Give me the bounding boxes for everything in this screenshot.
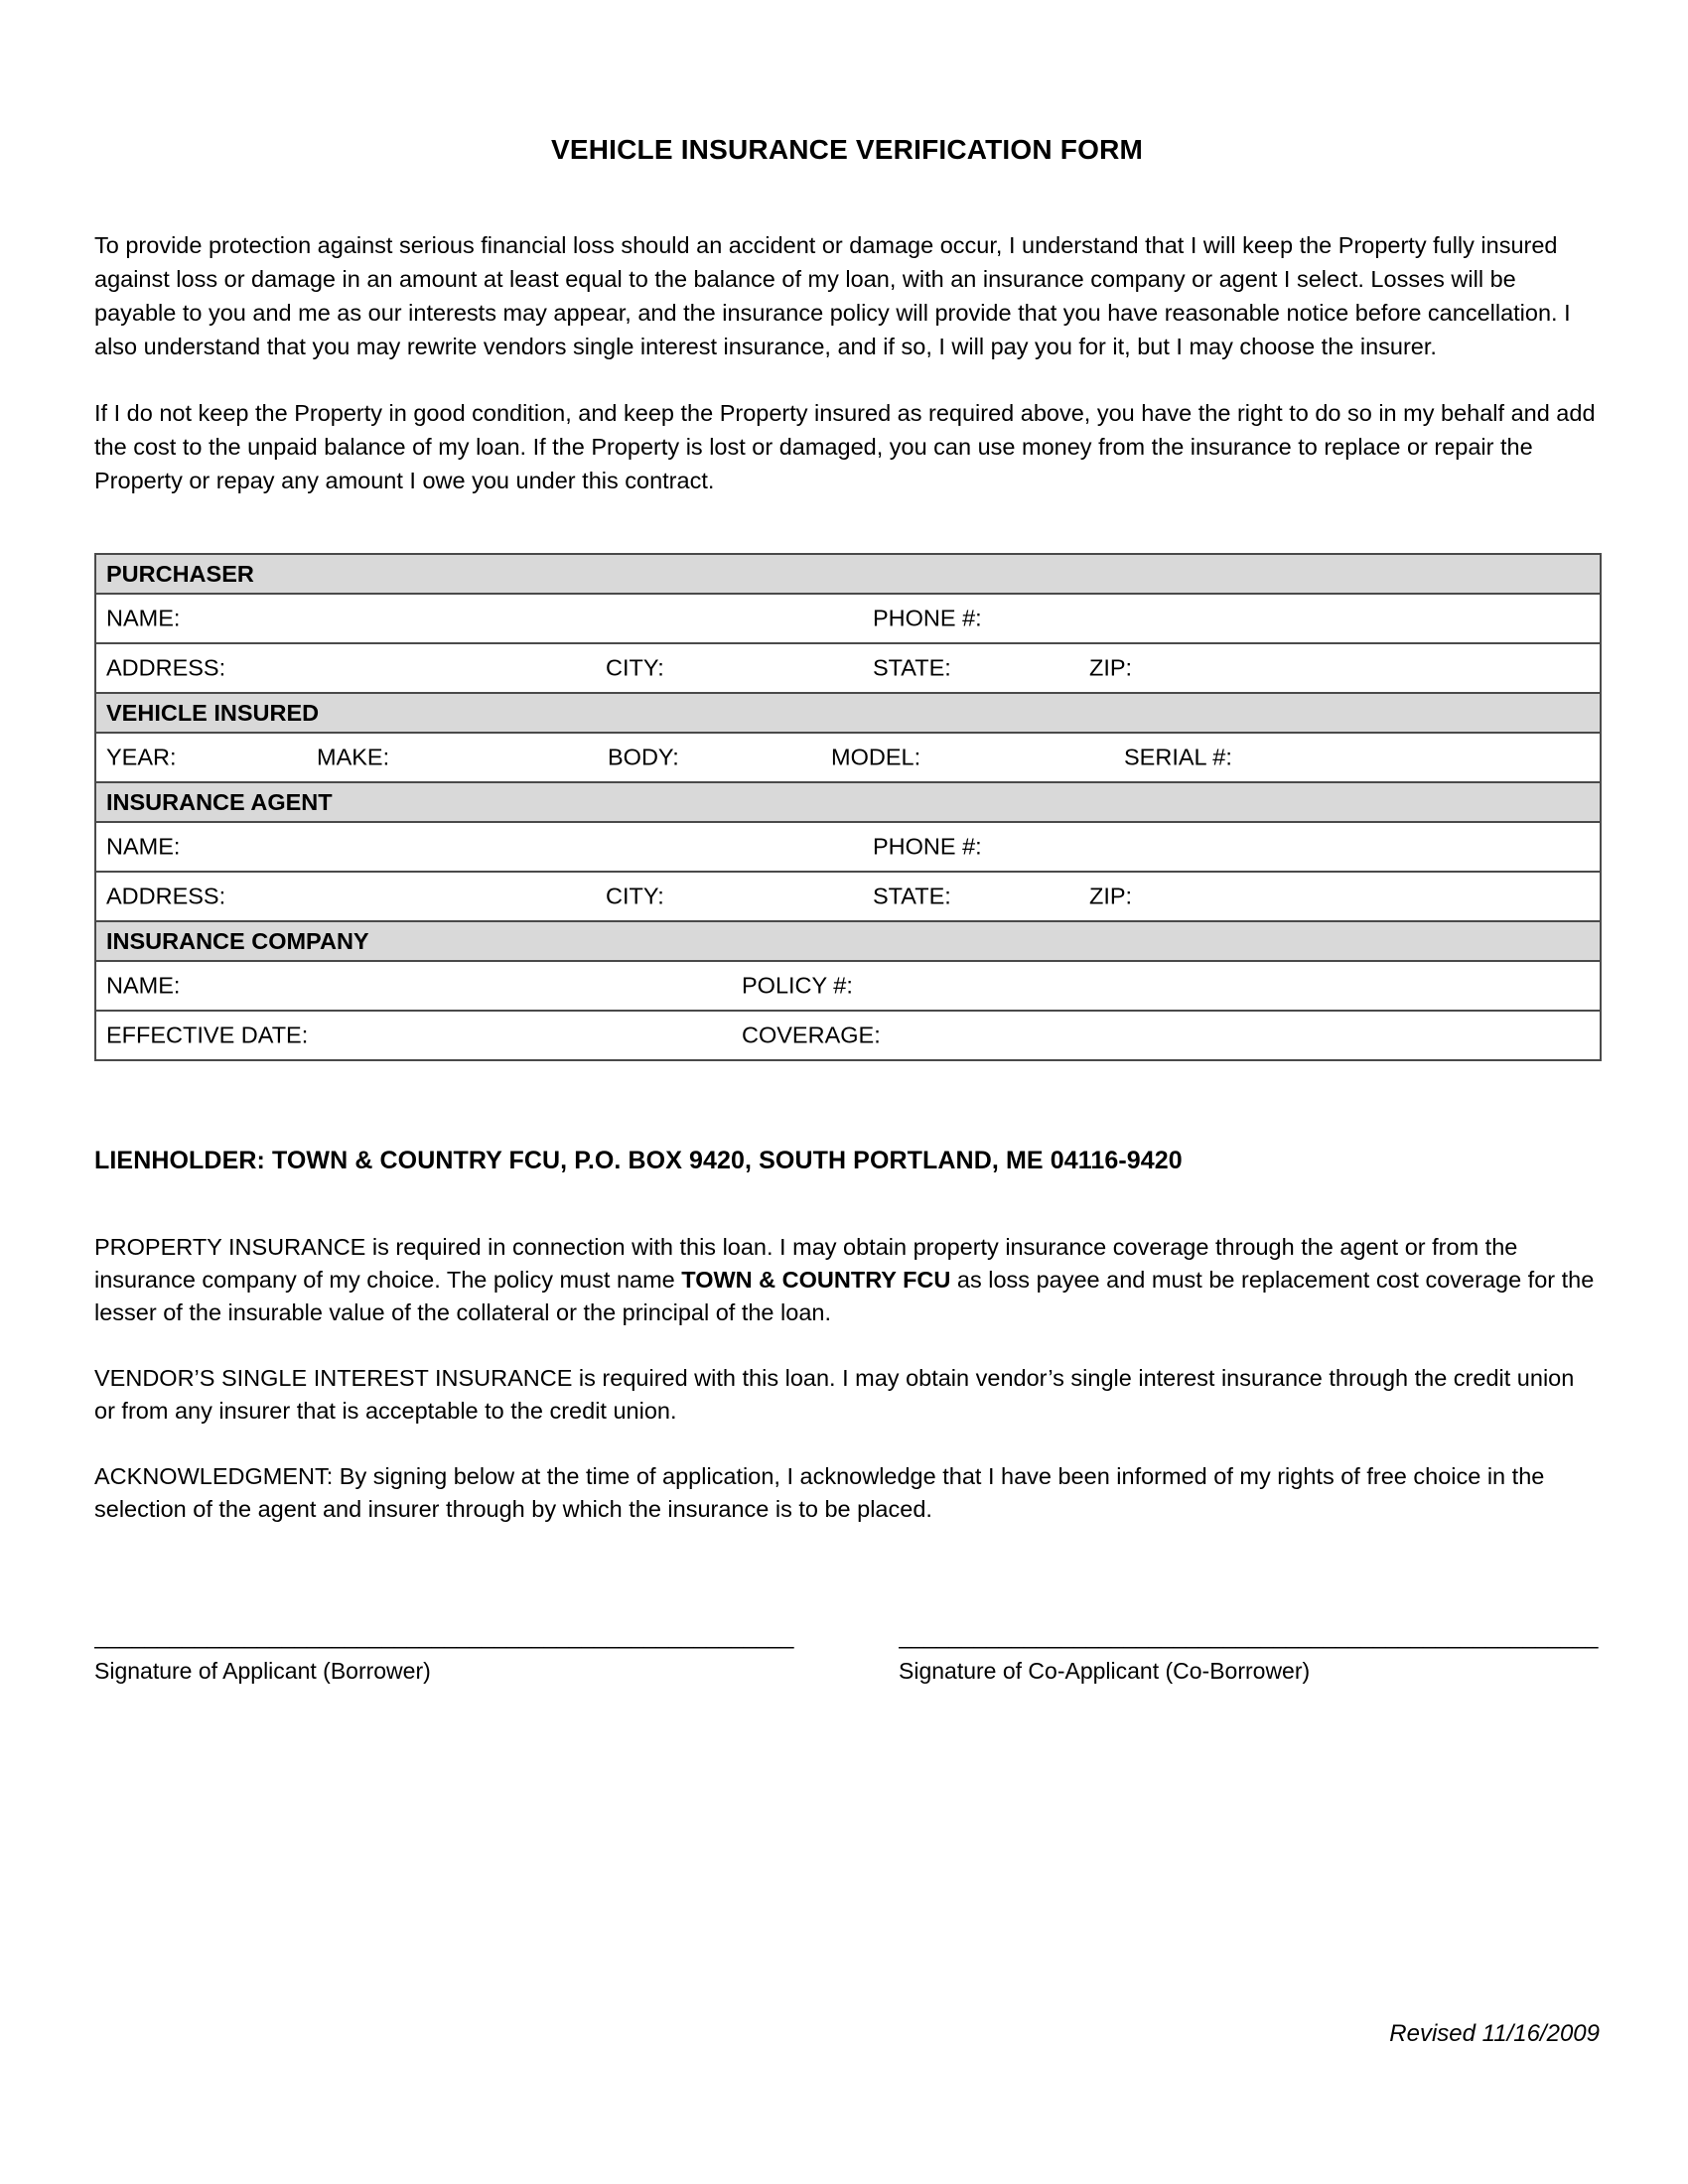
- label-purchaser-name: NAME:: [106, 605, 181, 631]
- label-agent-name: NAME:: [106, 833, 181, 860]
- field-cell-agent-address[interactable]: [95, 872, 1601, 921]
- section-row-purchaser: [95, 554, 1601, 594]
- section-cell-insurance-company: [95, 921, 1601, 961]
- table-row-vehicle-details: [95, 733, 1601, 782]
- section-label-purchaser: PURCHASER: [106, 561, 254, 587]
- label-vehicle-serial: SERIAL #:: [1124, 744, 1232, 770]
- label-purchaser-phone: PHONE #:: [873, 605, 982, 631]
- signature-block: [94, 1625, 1600, 1710]
- table-row-purchaser-name: [95, 594, 1601, 643]
- label-agent-phone: PHONE #:: [873, 833, 982, 860]
- coapplicant-signature-caption: Signature of Co-Applicant (Co-Borrower): [899, 1658, 1311, 1684]
- section-cell-purchaser: [95, 554, 1601, 594]
- table-row-agent-address: [95, 872, 1601, 921]
- intro-paragraph-2: If I do not keep the Property in good condition, and keep the Property insured as required above, you have the right to do so in my behalf and add the cost to the unpaid balance of my loan. If the Property is lost or damaged, you can use money from the insurance to replace or repair the Property or repay any amount I owe you under this contract.: [94, 400, 1596, 493]
- coapplicant-signature-rule[interactable]: ________________________________________________________: [899, 1625, 1598, 1649]
- section-row-insurance-agent: [95, 782, 1601, 822]
- field-cell-agent-name[interactable]: [95, 822, 1601, 872]
- label-agent-zip: ZIP:: [1089, 883, 1133, 909]
- field-cell-purchaser-name[interactable]: [95, 594, 1601, 643]
- table-row-agent-name: [95, 822, 1601, 872]
- field-cell-company-effective-date[interactable]: [95, 1011, 1601, 1060]
- label-company-effective-date: EFFECTIVE DATE:: [106, 1022, 309, 1048]
- coapplicant-signature-group: [899, 1625, 1645, 1685]
- label-purchaser-state: STATE:: [873, 654, 951, 681]
- property-insurance-paragraph: [94, 1231, 1600, 1329]
- applicant-signature-group: [94, 1625, 841, 1685]
- label-vehicle-make: MAKE:: [317, 744, 390, 770]
- field-cell-company-name[interactable]: [95, 961, 1601, 1011]
- label-vehicle-model: MODEL:: [831, 744, 921, 770]
- field-cell-purchaser-address[interactable]: [95, 643, 1601, 693]
- section-cell-vehicle-insured: [95, 693, 1601, 733]
- label-agent-city: CITY:: [606, 883, 664, 909]
- intro-paragraph-1: To provide protection against serious financial loss should an accident or damage occur, I understand that I will keep the Property fully insured against loss or damage in an amount at least equal to the balance of my loan, with an insurance company or agent I select. Losses will be payable to you and me as our interests may appear, and the insurance policy will provide that you have reasonable notice before cancellation. I also understand that you may rewrite vendors single interest insurance, and if so, I will pay you for it, but I may choose the insurer.: [94, 232, 1571, 359]
- label-agent-state: STATE:: [873, 883, 951, 909]
- label-company-coverage: COVERAGE:: [742, 1022, 881, 1048]
- applicant-signature-caption: Signature of Applicant (Borrower): [94, 1658, 431, 1684]
- property-insurance-text-post: as loss payee and must be replacement cost coverage for the lesser of the insurable value of the collateral or the principal of the loan.: [94, 1267, 1595, 1325]
- label-company-name: NAME:: [106, 972, 181, 999]
- revision-date: Revised 11/16/2009: [1389, 2020, 1600, 2047]
- property-insurance-text-pre: PROPERTY INSURANCE is required in connection with this loan. I may obtain property insurance coverage through the agent or from the insurance company of my choice. The policy must name: [94, 1234, 1518, 1293]
- section-label-insurance-agent: INSURANCE AGENT: [106, 789, 333, 815]
- document-content: [94, 0, 1600, 1710]
- vendors-single-interest-paragraph: VENDOR’S SINGLE INTEREST INSURANCE is required with this loan. I may obtain vendor’s single interest insurance through the credit union or from any insurer that is acceptable to the credit union.: [94, 1365, 1575, 1424]
- section-label-vehicle-insured: VEHICLE INSURED: [106, 700, 320, 726]
- label-vehicle-year: YEAR:: [106, 744, 177, 770]
- section-row-vehicle-insured: [95, 693, 1601, 733]
- page-title: VEHICLE INSURANCE VERIFICATION FORM: [550, 134, 1144, 165]
- insurance-verification-table: [94, 553, 1602, 1061]
- label-purchaser-address: ADDRESS:: [106, 654, 226, 681]
- field-cell-vehicle-details[interactable]: [95, 733, 1601, 782]
- section-row-insurance-company: [95, 921, 1601, 961]
- label-company-policy: POLICY #:: [742, 972, 853, 999]
- label-purchaser-city: CITY:: [606, 654, 664, 681]
- acknowledgment-paragraph: ACKNOWLEDGMENT: By signing below at the time of application, I acknowledge that I have been informed of my rights of free choice in the selection of the agent and insurer through by which the insurance is to be placed.: [94, 1463, 1545, 1522]
- applicant-signature-rule[interactable]: ________________________________________________________: [94, 1625, 793, 1649]
- section-cell-insurance-agent: [95, 782, 1601, 822]
- lienholder-line: LIENHOLDER: TOWN & COUNTRY FCU, P.O. BOX 9420, SOUTH PORTLAND, ME 04116-9420: [94, 1147, 1183, 1174]
- label-agent-address: ADDRESS:: [106, 883, 226, 909]
- label-vehicle-body: BODY:: [608, 744, 679, 770]
- table-row-company-effective-date: [95, 1011, 1601, 1060]
- table-row-company-name: [95, 961, 1601, 1011]
- property-insurance-payee-name: TOWN & COUNTRY FCU: [681, 1267, 951, 1293]
- label-purchaser-zip: ZIP:: [1089, 654, 1133, 681]
- section-label-insurance-company: INSURANCE COMPANY: [106, 928, 369, 954]
- table-row-purchaser-address: [95, 643, 1601, 693]
